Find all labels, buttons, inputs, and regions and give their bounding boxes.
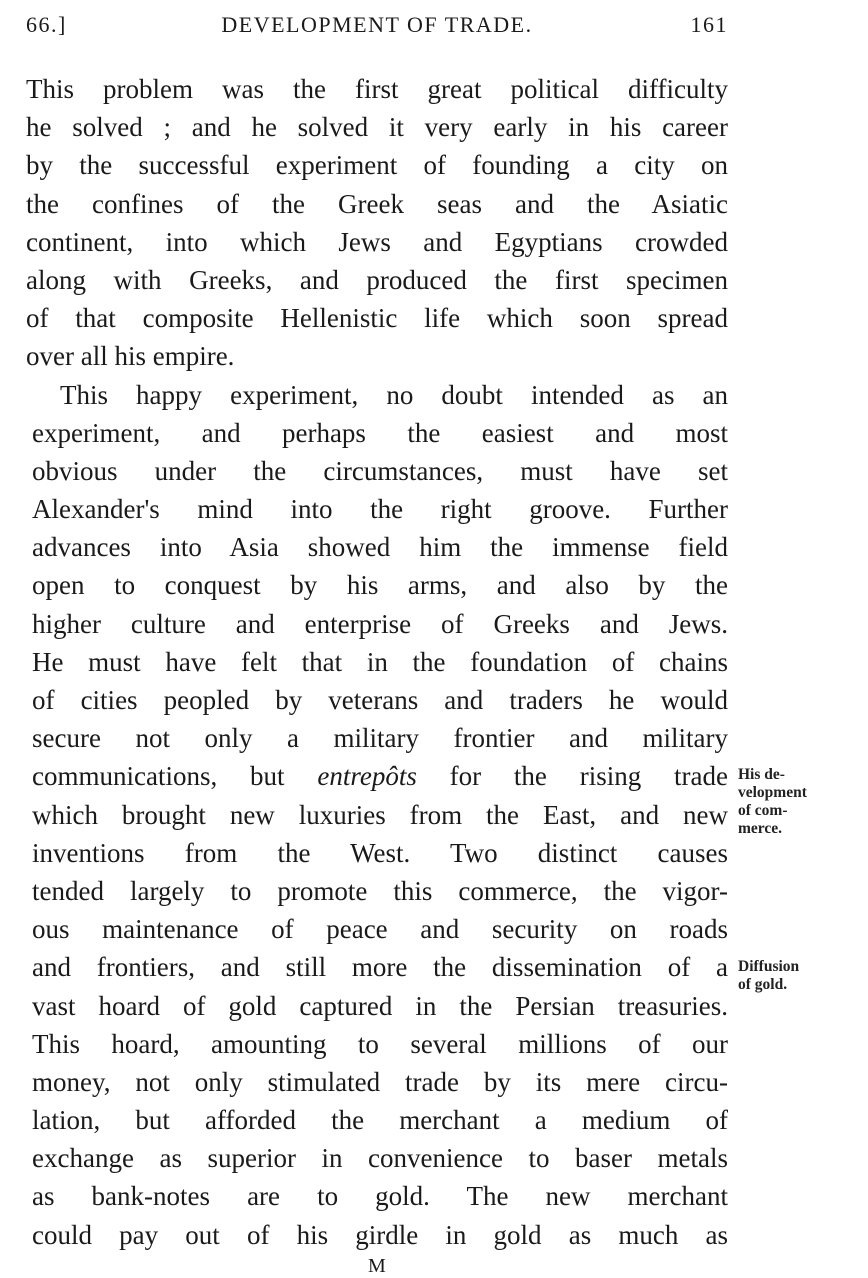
text-line: open to conquest by his arms, and also by the: [32, 570, 728, 601]
text-line: the confines of the Greek seas and the Asiatic: [26, 188, 728, 219]
text-line: along with Greeks, and produced the first specimen: [26, 264, 728, 295]
text-line: higher culture and enterprise of Greeks and Jews.: [32, 608, 728, 639]
text-line: He must have felt that in the foundation of chains: [32, 646, 728, 677]
margin-note-line: of gold.: [738, 976, 788, 993]
margin-note-line: His de-: [738, 766, 785, 783]
margin-note-gold: [738, 958, 858, 994]
margin-note-commerce: [738, 766, 858, 838]
margin-note-line: velopment: [738, 784, 807, 801]
italic-term: entrepôts: [317, 761, 417, 792]
text-line: which brought new luxuries from the East, and new: [32, 799, 728, 830]
margin-note-line: Diffusion: [738, 958, 800, 975]
text-line: of that composite Hellenistic life which soon spread: [26, 303, 728, 334]
text-line: vast hoard of gold captured in the Persian treasuries.: [32, 990, 728, 1021]
text-line: [26, 757, 728, 795]
text-line: continent, into which Jews and Egyptians crowded: [26, 226, 728, 257]
text-line: tended largely to promote this commerce, the vigor-: [32, 875, 728, 906]
margin-note-line: merce.: [738, 820, 783, 837]
text-fragment: for the rising trade: [416, 761, 728, 792]
text-line: he solved ; and he solved it very early in his career: [26, 112, 728, 143]
text-line: money, not only stimulated trade by its mere circu-: [32, 1066, 728, 1097]
text-line: Alexander's mind into the right groove. Further: [32, 494, 728, 525]
text-line: advances into Asia showed him the immense field: [32, 532, 728, 563]
printer-signature-mark: M: [368, 1255, 388, 1277]
margin-note-line: of com-: [738, 802, 788, 819]
text-line: could pay out of his girdle in gold as much as: [32, 1219, 728, 1250]
text-line: of cities peopled by veterans and traders he would: [32, 685, 728, 715]
running-title: DEVELOPMENT OF TRADE.: [221, 12, 533, 37]
text-line: experiment, and perhaps the easiest and most: [32, 417, 728, 448]
text-fragment: communications, but: [32, 761, 318, 792]
text-line: and frontiers, and still more the dissemination of a: [32, 952, 728, 983]
text-line: ous maintenance of peace and security on roads: [32, 914, 728, 945]
text-line: secure not only a military frontier and military: [32, 723, 728, 754]
running-header: [26, 12, 728, 46]
page-number: 161: [690, 12, 728, 37]
body-text: [26, 70, 728, 1254]
text-line: by the successful experiment of founding a city on: [26, 150, 728, 181]
text-line: lation, but afforded the merchant a medium of: [32, 1105, 728, 1136]
text-line: This happy experiment, no doubt intended as an: [60, 379, 728, 410]
section-reference: 66.]: [26, 12, 67, 37]
text-line: exchange as superior in convenience to baser metals: [32, 1143, 728, 1174]
text-line: as bank-notes are to gold. The new merchant: [32, 1181, 728, 1212]
text-line: inventions from the West. Two distinct causes: [32, 837, 728, 868]
text-line: This hoard, amounting to several millions of our: [32, 1028, 728, 1059]
text-line: obvious under the circumstances, must have set: [32, 455, 728, 486]
text-line: This problem was the first great political difficulty: [26, 74, 728, 104]
text-line: over all his empire.: [26, 341, 235, 372]
